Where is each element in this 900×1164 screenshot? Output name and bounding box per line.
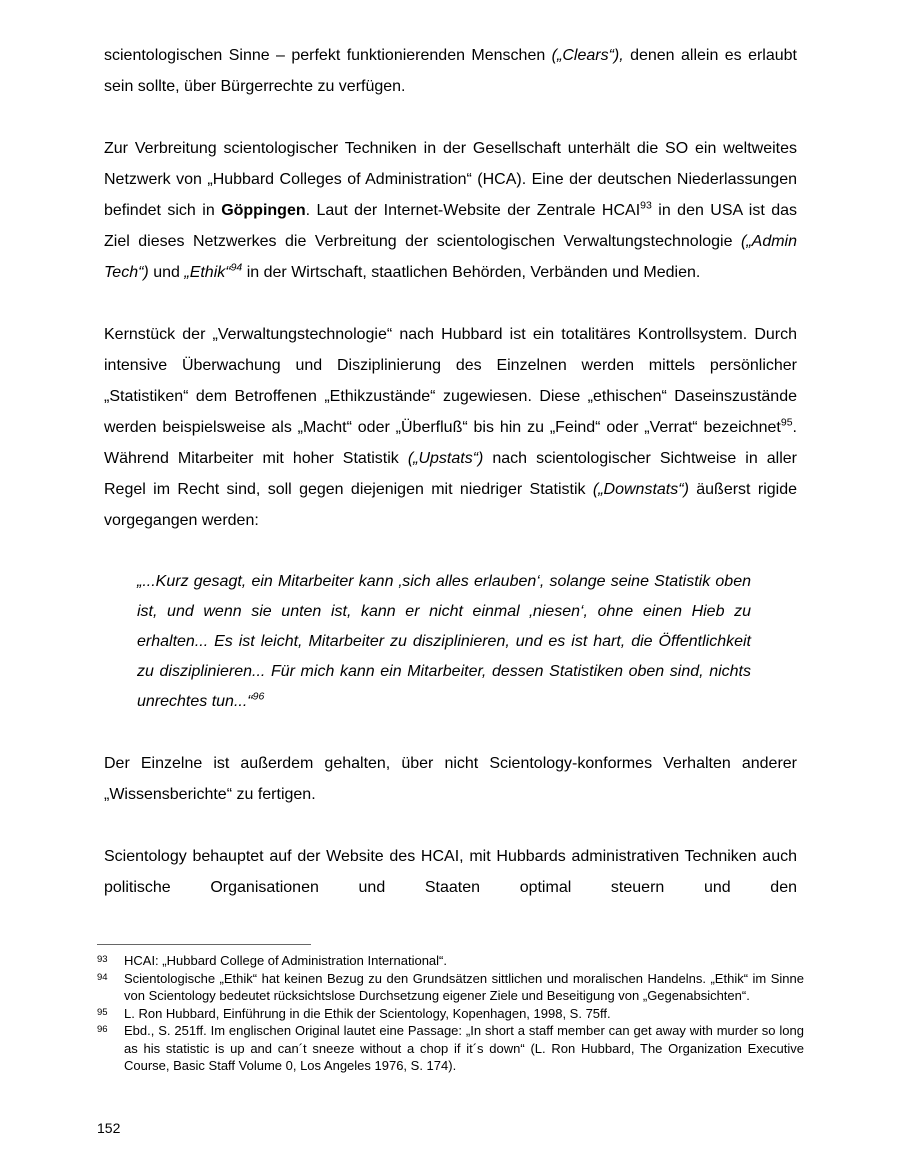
- paragraph-4: [104, 748, 797, 810]
- text-run-italic: („Upstats“): [407, 450, 484, 467]
- text-run: . Laut der Internet-Website der Zentrale HCAI: [305, 202, 641, 219]
- footnote-text: Ebd., S. 251ff. Im englischen Original lautet eine Passage: „In short a staff member can get away with murder so long as his statistic is up and can´t sneeze without a chop if it´s down“ (L. Ron Hubbard, The Organization Executive Course, Basic Staff Volume 0, Los Angeles 1976, S. 174).: [124, 1023, 804, 1073]
- text-run: scientologischen Sinne – perfekt funktionierenden Menschen: [104, 47, 552, 64]
- text-run-italic: „Ethik“: [184, 264, 231, 281]
- footnote-number: 95: [97, 1006, 108, 1018]
- footnote-94: [97, 970, 804, 1005]
- text-run: Der Einzelne ist außerdem gehalten, über nicht Scientology-konformes Verhalten anderer „Wissensberichte“ zu fertigen.: [104, 755, 797, 803]
- page-body-text: [104, 40, 797, 903]
- text-run-bold: Göppingen: [221, 202, 306, 219]
- footnote-ref-93: 93: [640, 199, 652, 212]
- footnote-separator: [97, 944, 311, 945]
- paragraph-1: [104, 40, 797, 102]
- footnote-number: 93: [97, 954, 108, 965]
- footnote-text: HCAI: „Hubbard College of Administration International“.: [124, 953, 447, 968]
- paragraph-5: [104, 841, 797, 903]
- footnotes-section: [97, 944, 804, 1075]
- text-run: nach scientologischer Sichtweise in aller Regel im Recht sind, soll gegen diejenigen mit niedriger Statistik: [104, 450, 797, 498]
- blockquote: [137, 567, 751, 717]
- page-number: 152: [97, 1120, 121, 1136]
- text-run-italic: („Clears“),: [551, 47, 624, 64]
- text-run: . Während Mitarbeiter mit hoher Statistik: [104, 419, 797, 467]
- text-run: Scientology behauptet auf der Website des HCAI, mit Hubbards administrativen Techniken auch politische Organisationen und Staaten optimal steuern und den: [104, 848, 797, 896]
- footnote-96: [97, 1022, 804, 1075]
- footnote-93: [97, 952, 804, 970]
- footnote-ref-94: 94: [230, 261, 243, 274]
- footnote-text: L. Ron Hubbard, Einführung in die Ethik der Scientology, Kopenhagen, 1998, S. 75ff.: [124, 1005, 611, 1021]
- text-run: Kernstück der „Verwaltungstechnologie“ nach Hubbard ist ein totalitäres Kontrollsystem. Durch intensive Überwachung und Disziplinierung des Einzelnen werden mittels persönlicher „Statistiken“ dem Betroffenen „Ethikzustände“ zugewiesen. Diese „ethischen“ Daseinszustände werden beispielsweise als „Macht“ oder „Überfluß“ bis hin zu „Feind“ oder „Verrat“ bezeichnet: [104, 326, 797, 436]
- quote-text: „...Kurz gesagt, ein Mitarbeiter kann ‚sich alles erlauben‘, solange seine Statistik oben ist, und wenn sie unten ist, kann er nicht einmal ‚niesen‘, ohne einen Hieb zu erhalten... Es ist leicht, Mitarbeiter zu disziplinieren, und es ist hart, die Öffentlichkeit zu disziplinieren... Für mich kann ein Mitarbeiter, dessen Statistiken oben sind, nichts unrechtes tun...“: [137, 573, 751, 710]
- text-run: in der Wirtschaft, staatlichen Behörden, Verbänden und Medien.: [242, 264, 701, 281]
- paragraph-2: [104, 133, 797, 288]
- footnote-text: Scientologische „Ethik“ hat keinen Bezug zu den Grundsätzen sittlichen und moralischen Handelns. „Ethik“ im Sinne von Scientology bedeutet rücksichtslose Durchsetzung eigener Ziele und Beseitigung von „Gegenabsichten“.: [124, 970, 804, 1003]
- text-run-italic: („Admin Tech“): [104, 233, 797, 281]
- text-run: in den USA ist das Ziel dieses Netzwerkes die Verbreitung der scientologischen Verwaltungstechnologie: [104, 202, 798, 250]
- text-run-italic: („Downstats“): [592, 481, 689, 498]
- footnote-number: 94: [97, 971, 108, 983]
- footnote-ref-95: 95: [780, 416, 793, 429]
- footnote-95: [97, 1005, 804, 1023]
- text-run: und: [148, 264, 185, 281]
- text-run: denen allein es erlaubt sein sollte, über Bürgerrechte zu verfügen.: [104, 47, 798, 95]
- footnote-ref-96: 96: [252, 690, 265, 703]
- footnote-number: 96: [97, 1024, 108, 1035]
- paragraph-3: [104, 319, 797, 536]
- text-run: Zur Verbreitung scientologischer Techniken in der Gesellschaft unterhält die SO ein weltweites Netzwerk von „Hubbard Colleges of Administration“ (HCA). Eine der deutschen Niederlassungen befindet sich in: [104, 140, 797, 219]
- text-run: äußerst rigide vorgegangen werden:: [104, 481, 797, 529]
